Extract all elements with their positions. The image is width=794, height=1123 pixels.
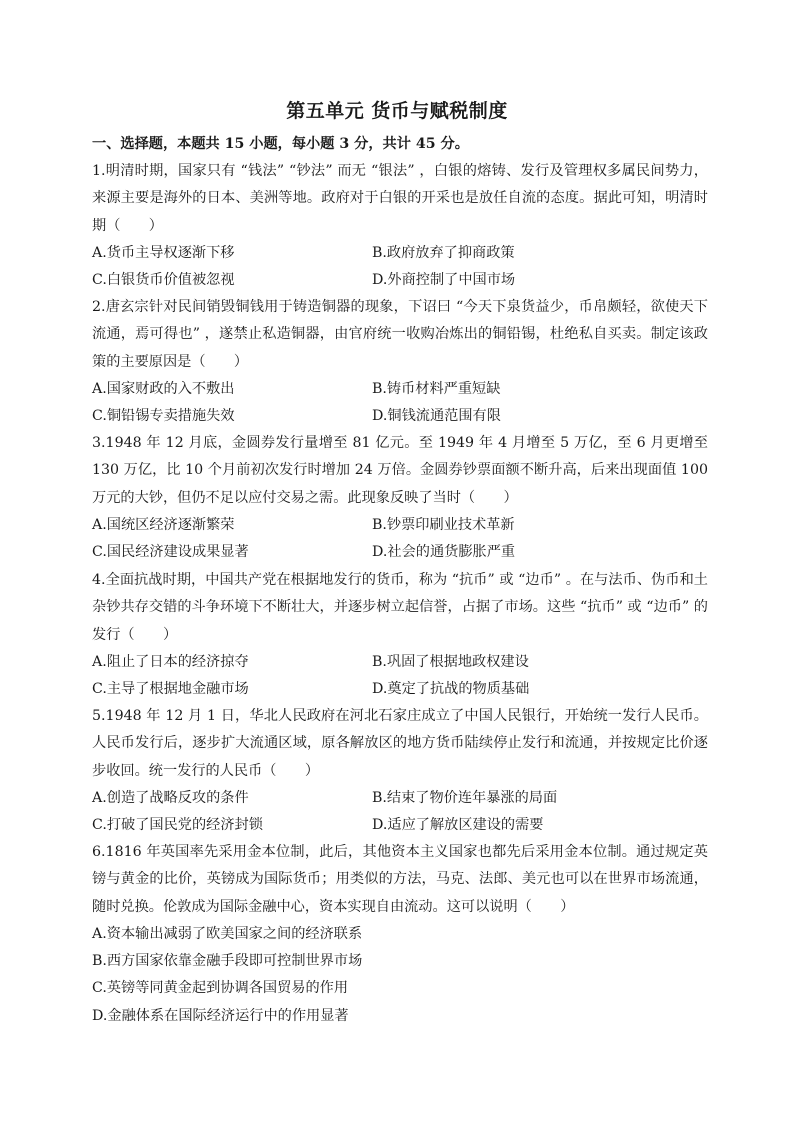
option-b: B.结束了物价连年暴涨的局面 <box>372 789 558 806</box>
option-list <box>92 240 708 295</box>
option-d: D.适应了解放区建设的需要 <box>372 817 544 834</box>
option-b: B.政府放弃了抑商政策 <box>372 244 515 261</box>
option-a: A.资本输出减弱了欧美国家之间的经济联系 <box>92 925 363 942</box>
option-list <box>92 785 708 840</box>
option-d: D.社会的通货膨胀严重 <box>372 544 516 561</box>
question-1 <box>92 158 708 294</box>
option-list <box>92 649 708 704</box>
option-b: B.铸币材料严重短缺 <box>372 380 501 397</box>
section-heading: 一、选择题，本题共 15 小题，每小题 3 分，共计 45 分。 <box>92 136 469 152</box>
option-d: D.外商控制了中国市场 <box>372 272 516 289</box>
option-c: C.白银货币价值被忽视 <box>92 272 235 289</box>
page-title: 第五单元 货币与赋税制度 <box>286 100 508 122</box>
question-4 <box>92 567 708 703</box>
option-c: C.国民经济建设成果显著 <box>92 544 249 561</box>
option-a: A.阻止了日本的经济掠夺 <box>92 653 249 670</box>
option-list <box>92 512 708 567</box>
option-a: A.创造了战略反攻的条件 <box>92 789 249 806</box>
option-list <box>92 376 708 431</box>
question-stem: 4.全面抗战时期，中国共产党在根据地发行的货币，称为 “抗币” 或 “边币” 。在与法币、伪币和土杂钞共存交错的斗争环境下不断壮大，并逐步树立起信誉，占据了市场。这些 “抗币” 或 “边币” 的发行（ ） <box>92 572 708 643</box>
option-a: A.国统区经济逐渐繁荣 <box>92 516 235 533</box>
option-c: C.主导了根据地金融市场 <box>92 681 249 698</box>
question-2 <box>92 294 708 430</box>
option-a: A.货币主导权逐渐下移 <box>92 244 235 261</box>
question-3 <box>92 430 708 566</box>
option-c: C.铜铅锡专卖措施失效 <box>92 408 235 425</box>
question-stem: 5.1948 年 12 月 1 日，华北人民政府在河北石家庄成立了中国人民银行，开始统一发行人民币。人民币发行后，逐步扩大流通区域，原各解放区的地方货币陆续停止发行和流通，并按规定比价逐步收回。统一发行的人民币（ ） <box>92 708 708 779</box>
question-stem: 1.明清时期，国家只有 “钱法” “钞法” 而无 “银法” ，白银的熔铸、发行及管理权多属民间势力，来源主要是海外的日本、美洲等地。政府对于白银的开采也是放任自流的态度。据此可知，明清时期（ ） <box>92 163 708 234</box>
option-d: D.奠定了抗战的物质基础 <box>372 681 530 698</box>
option-d: D.金融体系在国际经济运行中的作用显著 <box>92 1007 349 1024</box>
question-stem: 2.唐玄宗针对民间销毁铜钱用于铸造铜器的现象，下诏曰 “今天下泉货益少，币帛颇轻，欲使天下流通，焉可得也” ，遂禁止私造铜器，由官府统一收购冶炼出的铜铅锡，杜绝私自买卖。制定该政策的主要原因是（ ） <box>92 299 708 370</box>
option-b: B.西方国家依靠金融手段即可控制世界市场 <box>92 953 363 970</box>
option-b: B.巩固了根据地政权建设 <box>372 653 529 670</box>
option-d: D.铜钱流通范围有限 <box>372 408 501 425</box>
question-5 <box>92 703 708 839</box>
question-stem: 6.1816 年英国率先采用金本位制，此后，其他资本主义国家也都先后采用金本位制。通过规定英镑与黄金的比价，英镑成为国际货币；用类似的方法，马克、法郎、美元也可以在世界市场流通，随时兑换。伦敦成为国际金融中心，资本实现自由流动。这可以说明（ ） <box>92 844 708 915</box>
option-c: C.英镑等同黄金起到协调各国贸易的作用 <box>92 980 349 997</box>
question-6 <box>92 839 708 1030</box>
option-list <box>92 921 708 1030</box>
option-c: C.打破了国民党的经济封锁 <box>92 817 263 834</box>
question-stem: 3.1948 年 12 月底，金圆券发行量增至 81 亿元。至 1949 年 4 月增至 5 万亿，至 6 月更增至 130 万亿，比 10 个月前初次发行时增加 24 万倍。金圆券钞票面额不断升高，后来出现面值 100 万元的大钞，但仍不足以应付交易之需。此现象反映了当时（ ） <box>92 435 708 506</box>
option-a: A.国家财政的入不敷出 <box>92 380 235 397</box>
option-b: B.钞票印刷业技术革新 <box>372 516 515 533</box>
